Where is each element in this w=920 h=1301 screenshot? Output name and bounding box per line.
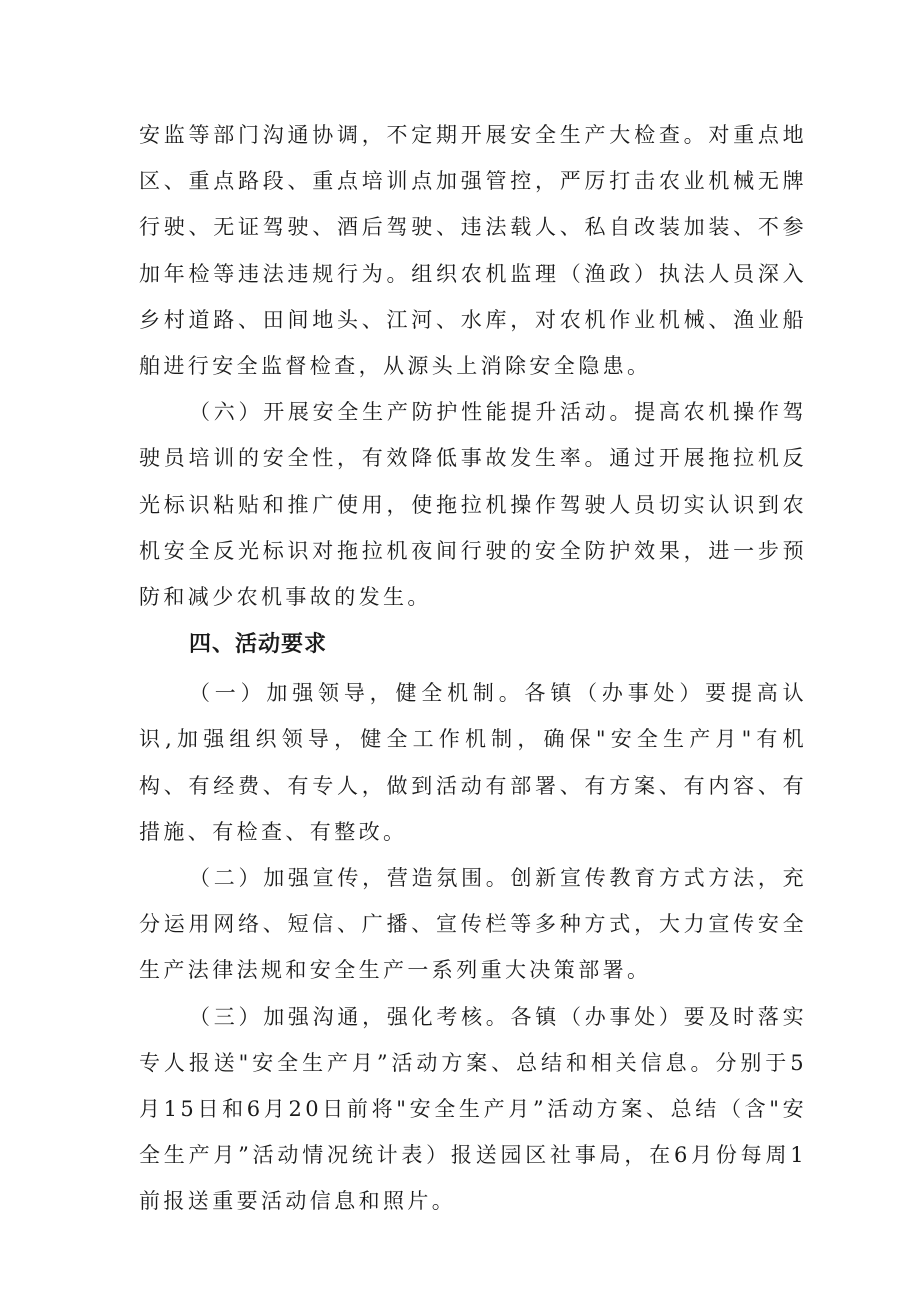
requirement-item-one: （一）加强领导，健全机制。各镇（办事处）要提高认识,加强组织领导，健全工作机制，确保"安全生产月"有机构、有经费、有专人，做到活动有部署、有方案、有内容、有措施、有检查、有整改。: [139, 681, 807, 844]
requirement-item-two: （二）加强宣传，营造氛围。创新宣传教育方式方法，充分运用网络、短信、广播、宣传栏等多种方式，大力宣传安全生产法律法规和安全生产一系列重大决策部署。: [139, 866, 807, 983]
document-body: [139, 112, 807, 1225]
section-heading: 四、活动要求: [189, 632, 328, 658]
paragraph-item-six: （六）开展安全生产防护性能提升活动。提高农机操作驾驶员培训的安全性，有效降低事故发生率。通过开展拖拉机反光标识粘贴和推广使用，使拖拉机操作驾驶人员切实认识到农机安全反光标识对拖拉机夜间行驶的安全防护效果，进一步预防和减少农机事故的发生。: [139, 400, 807, 610]
requirement-item-three: （三）加强沟通，强化考核。各镇（办事处）要及时落实专人报送"安全生产月”活动方案、总结和相关信息。分别于5月15日和6月20日前将"安全生产月”活动方案、总结（含"安全生产月”活动情况统计表）报送园区社事局，在6月份每周1前报送重要活动信息和照片。: [139, 1004, 807, 1214]
paragraph-continued: 安监等部门沟通协调，不定期开展安全生产大检查。对重点地区、重点路段、重点培训点加强管控，严厉打击农业机械无牌行驶、无证驾驶、酒后驾驶、违法载人、私自改装加装、不参加年检等违法违规行为。组织农机监理（渔政）执法人员深入乡村道路、田间地头、江河、水库，对农机作业机械、渔业船舶进行安全监督检查，从源头上消除安全隐患。: [139, 123, 807, 379]
